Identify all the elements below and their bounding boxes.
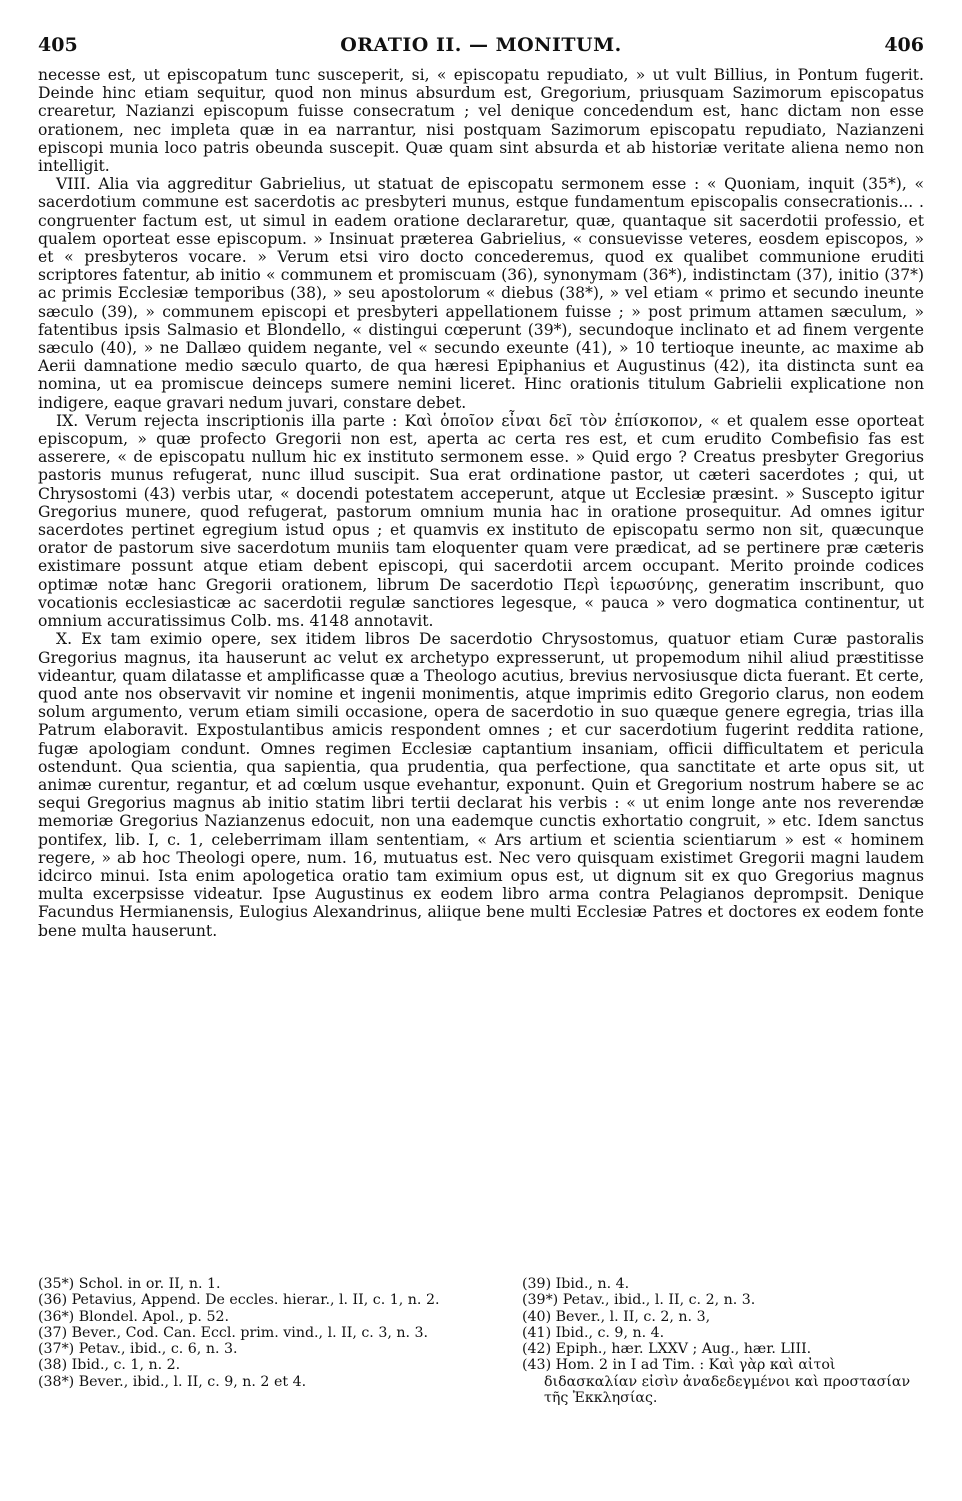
page (38, 34, 924, 940)
footnote-37: (37) Bever., Cod. Can. Eccl. prim. vind., l. II, c. 3, n. 3. (38, 1324, 429, 1341)
footnote-35s: (35*) Schol. in or. II, n. 1. (38, 1276, 221, 1292)
footnote-37s: (37*) Petav., ibid., c. 6, n. 3. (38, 1341, 238, 1358)
paragraph-x: X. Ex tam eximio opere, sex itidem libros De sacerdotio Chrysostomus, quatuor etiam Curæ pastoralis Gregorius magnus, ita hauserunt ac velut ex archetypo expresserunt, ut propemodum nihil aliud præstitisse videantur, quam dilatasse et amplificasse quæ a Theologo acutius, brevius nervosiusque dicta fuerant. Et certe, quod ante nos observavit vir nomine et ingenii monimentis, atque imprimis edito Gregorio clarus, non eodem solum argumento, verum etiam simili occasione, opera de sacerdotio in suo quæque genere egregia, trias illa Patrum elaboravit. Expostulantibus amicis respondent omnes ; et cur sacerdotium fugerint reddita ratione, fugæ apologiam condunt. Omnes regimen Ecclesiæ captantium insaniam, officii difficultatem et pericula ostendunt. Qua scientia, qua sapientia, qua prudentia, qua perfectione, qua sanctitate et arte opus sit, ut animæ curentur, regantur, et ad cœlum usque evehantur, exponunt. Quin et Gregorium nostrum habere se ac sequi Gregorius magnus ab initio statim libri tertii declarat his verbis : « ut enim longe ante nos reverendæ memoriæ Gregorius Nazianzenus edocuit, non una eademque cunctis exhortatio congruit, » etc. Idem sanctus pontifex, lib. I, c. 1, celeberrimam illam sententiam, « Ars artium et scientia scientiarum » est « hominem regere, » ab hoc Theologi opere, num. 16, mutuatus est. Nec vero quisquam existimet Gregorii magni laudem idcirco minui. Ista enim apologetica oratio tam eximium opus est, ut dignum sit ex quo Gregorius magnus multa excerpsisse videatur. Ipse Augustinus ex eodem libro arma contra Pelagianos deprompsit. Denique Facundus Hermianensis, Eulogius Alexandrinus, aliique bene multi Ecclesiæ Patres et doctores ex eodem fonte bene multa hauserunt. (38, 630, 924, 940)
footnote-41: (41) Ibid., c. 9, n. 4. (522, 1324, 665, 1341)
footnote-43: (43) Hom. 2 in I ad Tim. : Καὶ γὰρ καὶ αἰτοὶ διδασκαλίαν εἰσὶν ἀναδεδεγμένοι καὶ προστασίαν τῆς Ἐκκλησίας. (522, 1357, 911, 1407)
footnote-38: (38) Ibid., c. 1, n. 2. (38, 1357, 181, 1374)
footnote-42: (42) Epiph., hær. LXXV ; Aug., hær. LIII. (522, 1341, 812, 1358)
footnote-36s: (36*) Blondel. Apol., p. 52. (38, 1308, 230, 1325)
footnote-39: (39) Ibid., n. 4. (522, 1276, 630, 1292)
footnote-38s: (38*) Bever., ibid., l. II, c. 9, n. 2 et 4. (38, 1373, 307, 1390)
footnotes-right-column (522, 1276, 924, 1406)
page-number-left: 405 (38, 34, 78, 56)
paragraph-continuation: necesse est, ut episcopatum tunc susceperit, si, « episcopatu repudiato, » ut vult Billius, in Pontum fugerit. Deinde hinc etiam sequitur, quod non minus absurdum est, Gregorium, priusquam Sazimorum episcopatus crearetur, Nazianzi episcopum fuisse consecratum ; vel denique concedendum est, hanc dictam non esse orationem, nec impleta quæ in ea narrantur, nisi postquam Sazimorum episcopatu repudiato, Nazianzeni episcopi munia loco patris obeunda suscepit. Quæ quam sint absurda et ab historiæ veritate aliena nemo non intelligit. (38, 66, 924, 176)
footnote-40: (40) Bever., l. II, c. 2, n. 3, (522, 1308, 711, 1325)
paragraph-ix: IX. Verum rejecta inscriptionis illa parte : Καὶ ὁποῖον εἶναι δεῖ τὸν ἐπίσκοπον, « et qualem esse oporteat episcopum, » quæ profecto Gregorii non est, aperta ac certa res est, et cum erudito Combefisio fas est asserere, « de episcopatu nullum hic ex instituto sermonem esse. » Quid ergo ? Creatus presbyter Gregorius pastoris munus refugerat, nunc illud suscipit. Sua erat ordinatione pastor, ut cæteri sacerdotes ; qui, ut Chrysostomi (43) verbis utar, « docendi potestatem acceperunt, atque ut Ecclesiæ præsint. » Suscepto igitur Gregorius munere, quod refugerat, pastorum omnium munia hac in oratione prosequitur. Ad omnes igitur sacerdotes pertinet egregium istud opus ; et quamvis ex instituto de episcopatu sermo non sit, quæcunque orator de pastorum sive sacerdotum muniis tam eloquenter quam vere prædicat, ad se pertinere præ cæteris existimare possunt atque etiam debent episcopi, qui sacerdotii arcem occupant. Merito proinde codices optimæ notæ hanc Gregorii orationem, librum De sacerdotio Περὶ ἱερωσύνης, generatim inscribunt, quo vocationis ecclesiasticæ ac sacerdotii regulæ sanctiores legesque, « pauca » vero dogmatica continentur, ut omnium accuratissimus Colb. ms. 4148 annotavit. (38, 411, 924, 631)
footnote-39s: (39*) Petav., ibid., l. II, c. 2, n. 3. (522, 1292, 756, 1309)
main-text (38, 66, 924, 940)
running-title: ORATIO II. — MONITUM. (340, 34, 622, 56)
footnote-36: (36) Petavius, Append. De eccles. hierar., l. II, c. 1, n. 2. (38, 1292, 440, 1309)
page-number-right: 406 (884, 34, 924, 56)
running-header (38, 34, 924, 62)
paragraph-viii: VIII. Alia via aggreditur Gabrielius, ut statuat de episcopatu sermonem esse : « Quoniam, inquit (35*), « sacerdotium commune est sacerdotis ac presbyteri munus, estque fundamentum episcopalis consecrationis... . congruenter factum est, ut simul in eadem oratione declararetur, quæ, quantaque sit sacerdotii professio, et qualem oporteat esse episcopum. » Insinuat præterea Gabrielius, « consuevisse veteres, eosdem episcopos, » et « presbyteros vocare. » Verum etsi viro docto concederemus, quod ex qualibet communione eruditi scriptores fatentur, ab initio « communem et promiscuam (36), synonymam (36*), indistinctam (37), initio (37*) ac primis Ecclesiæ temporibus (38), » seu apostolorum « diebus (38*), » vel etiam « primo et secundo ineunte sæculo (39), » communem episcopi et presbyteri appellationem fuisse ; » post primum attamen sæculum, » fatentibus ipsis Salmasio et Blondello, « distingui cœperunt (39*), secundoque inclinato et ad finem vergente sæculo (40), » ne Dallæo quidem negante, vel « secundo exeunte (41), » 10 tertioque ineunte, ac maxime ab Aerii damnatione medio sæculo quarto, de qua hæresi Epiphanius et Augustinus (42), ita distincta sunt ea nomina, ut ea promiscue deinceps sumere nemini liceret. Hinc orationis titulum Gabrielii explicatione non indigere, eaque gravari nedum juvari, constare debet. (38, 175, 924, 412)
footnotes-left-column (38, 1276, 478, 1390)
